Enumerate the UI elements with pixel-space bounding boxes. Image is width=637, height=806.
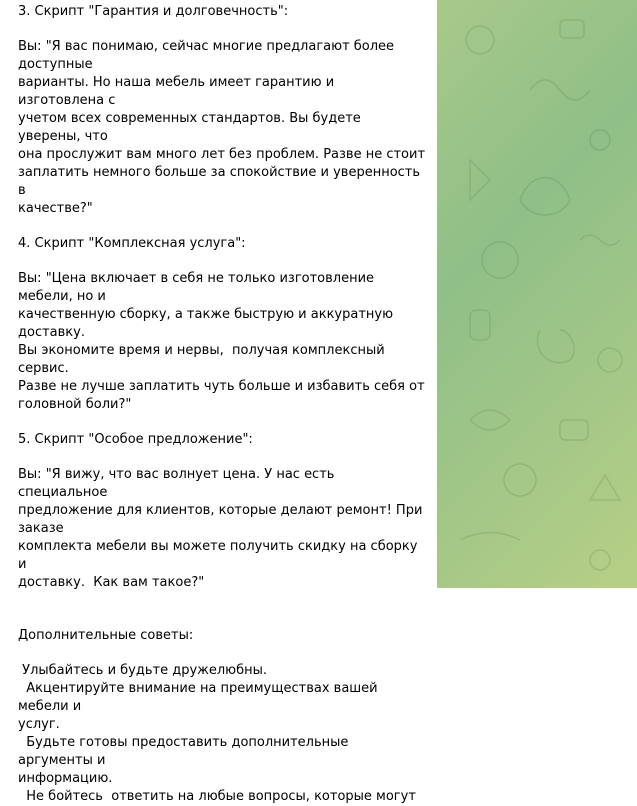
message-line: 3. Скрипт "Гарантия и долговечность": — [18, 4, 289, 19]
message-line: Вы: "Я вижу, что вас волнует цена. У нас есть специальное — [18, 467, 339, 500]
message-line: качественную сборку, а также быструю и аккуратную доставку. — [18, 307, 398, 340]
message-line: она прослужит вам много лет без проблем. Разве не стоит — [18, 147, 426, 162]
message-line: доставку. Как вам такое?" — [18, 575, 205, 590]
paragraph-gap — [18, 592, 427, 627]
message-line: варианты. Но наша мебель имеет гарантию и изготовлена с — [18, 75, 343, 108]
message-line: информацию. — [18, 771, 113, 786]
message-line: 5. Скрипт "Особое предложение": — [18, 432, 253, 447]
message-line: Вы: "Я вас понимаю, сейчас многие предлагают более доступные — [18, 39, 399, 72]
paragraph-gap — [18, 645, 427, 662]
message-line: Будьте готовы предоставить дополнительные аргументы и — [18, 735, 353, 768]
message-line: качестве?" — [18, 201, 93, 216]
message-line: Акцентируйте внимание на преимуществах вашей мебели и — [18, 681, 382, 714]
message-line: учетом всех современных стандартов. Вы будете уверены, что — [18, 111, 365, 144]
message-line: Дополнительные советы: — [18, 628, 194, 643]
message-line: Разве не лучше заплатить чуть больше и избавить себя от — [18, 379, 425, 394]
paragraph-gap — [18, 21, 427, 38]
paragraph-gap — [18, 449, 427, 466]
message-line: услуг. — [18, 717, 60, 732]
paragraph-gap — [18, 218, 427, 235]
message-line: 4. Скрипт "Комплексная услуга": — [18, 236, 246, 251]
message-line: Вы: "Цена включает в себя не только изготовление мебели, но и — [18, 271, 379, 304]
paragraph-gap — [18, 253, 427, 270]
message-line: комплекта мебели вы можете получить скидку на сборку и — [18, 539, 422, 572]
paragraph-gap — [18, 414, 427, 431]
message-line: Не бойтесь ответить на любые вопросы, которые могут — [18, 789, 416, 804]
message-line: предложение для клиентов, которые делают ремонт! При заказе — [18, 503, 427, 536]
message-line: головной боли?" — [18, 397, 132, 412]
message-line: Вы экономите время и нервы, получая комплексный сервис. — [18, 343, 389, 376]
message-line: Улыбайтесь и будьте дружелюбны. — [18, 663, 268, 678]
message-line: заплатить немного больше за спокойствие и уверенность в — [18, 165, 425, 198]
